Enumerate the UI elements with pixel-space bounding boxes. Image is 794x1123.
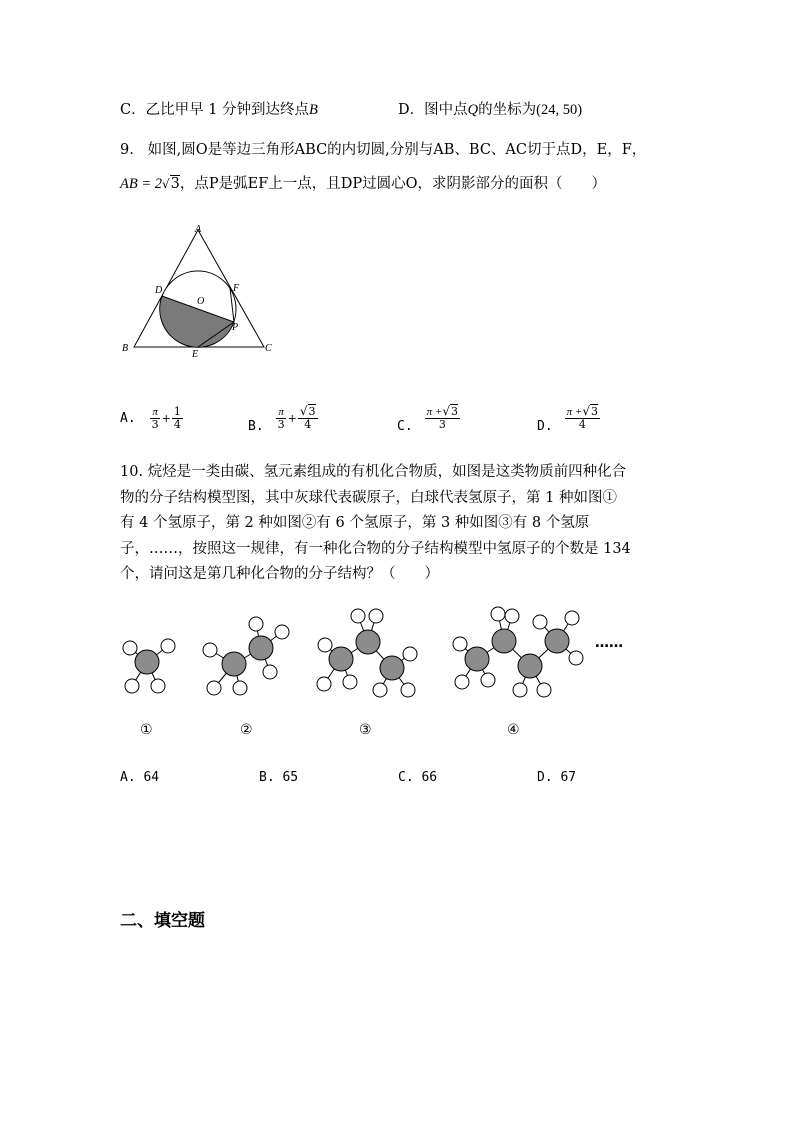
q10-line-1: 10. 烷烃是一类由碳、氢元素组成的有机化合物质，如图是这类物质前四种化合	[120, 464, 627, 480]
q9-option-a-label: A.	[120, 410, 136, 426]
label-a: A	[195, 224, 202, 235]
q9-option-d: D. $\frac{\pi +√3}{4}$	[537, 404, 598, 434]
q9-triangle-figure	[118, 220, 278, 360]
q10-molecule-figure	[110, 600, 650, 750]
q10-line-2: 物的分子结构模型图，其中灰球代表碳原子，白球代表氢原子，第 1 种如图①	[120, 489, 617, 506]
label-f: F	[233, 283, 240, 294]
q8-option-c-text: C．乙比甲早 1 分钟到达终点	[120, 102, 310, 118]
molecule-2	[203, 617, 289, 695]
q9-line2: AB = 2√3，点P是弧EF上一点，且DP过圆心O，求阴影部分的面积（ ）	[120, 176, 607, 192]
molecule-label-4: ④	[507, 722, 520, 738]
q8-option-d-text: D．图中点	[398, 102, 468, 118]
q9-option-b-label: B.	[248, 418, 264, 434]
molecule-3	[317, 609, 417, 697]
q9-option-c: C. $\frac{\pi +√3}{3}$	[397, 404, 458, 434]
q9-option-c-label: C.	[397, 418, 413, 434]
label-e: E	[192, 349, 199, 360]
q10-option-d: D. 67	[537, 770, 577, 785]
label-p: P	[232, 322, 239, 333]
q8-option-d-suffix: 的坐标为	[478, 102, 537, 118]
q10-option-b: B. 65	[259, 770, 299, 785]
q9-option-b: B. $\frac{\pi}{3}$ + $\frac{√3}{4}$	[248, 404, 316, 434]
q9-ab-radicand: 3	[170, 176, 180, 192]
q8-option-d	[398, 98, 582, 119]
q10-option-c: C. 66	[398, 770, 438, 785]
q10-line-4: 子，……，按照这一规律，有一种化合物的分子结构模型中氢原子的个数是 134	[120, 540, 631, 557]
molecule-label-2: ②	[240, 722, 253, 738]
label-d: D	[155, 285, 163, 296]
q9-line1-text: 如图,圆O是等边三角形ABC的内切圆,分别与AB、BC、AC切于点D，E，F，	[147, 142, 647, 158]
q8-option-c	[120, 98, 318, 119]
q10-text	[120, 460, 631, 588]
label-o: O	[197, 296, 205, 307]
molecule-4	[453, 607, 583, 697]
q8-option-d-coord: (24, 50)	[536, 102, 583, 118]
q9-ab-eq: AB = 2	[120, 176, 162, 192]
q9-option-a: A. $\frac{\pi}{3}$ + $\frac{1}{4}$	[120, 404, 181, 431]
q10-line-3: 有 4 个氢原子，第 2 种如图②有 6 个氢原子，第 3 种如图③有 8 个氢原	[120, 515, 590, 531]
label-c: C	[265, 343, 272, 354]
q10-line-5: 个，请问这是第几种化合物的分子结构？（ ）	[120, 566, 439, 582]
q10-option-a: A. 64	[120, 770, 160, 785]
label-b: B	[122, 343, 129, 354]
q9-option-d-label: D.	[537, 418, 553, 434]
molecule-ellipsis: ……	[595, 635, 623, 651]
q9-number: 9.	[120, 142, 134, 158]
q8-option-c-point: B	[309, 102, 318, 118]
section-heading-fill-blank: 二、填空题	[120, 911, 205, 931]
q9-line1	[120, 138, 646, 159]
q9-line2-text: ，点P是弧EF上一点，且DP过圆心O，求阴影部分的面积（ ）	[179, 176, 607, 192]
molecule-label-3: ③	[359, 722, 372, 738]
molecule-label-1: ①	[140, 722, 153, 738]
molecule-1	[123, 639, 175, 693]
q8-option-d-point: Q	[467, 102, 479, 118]
